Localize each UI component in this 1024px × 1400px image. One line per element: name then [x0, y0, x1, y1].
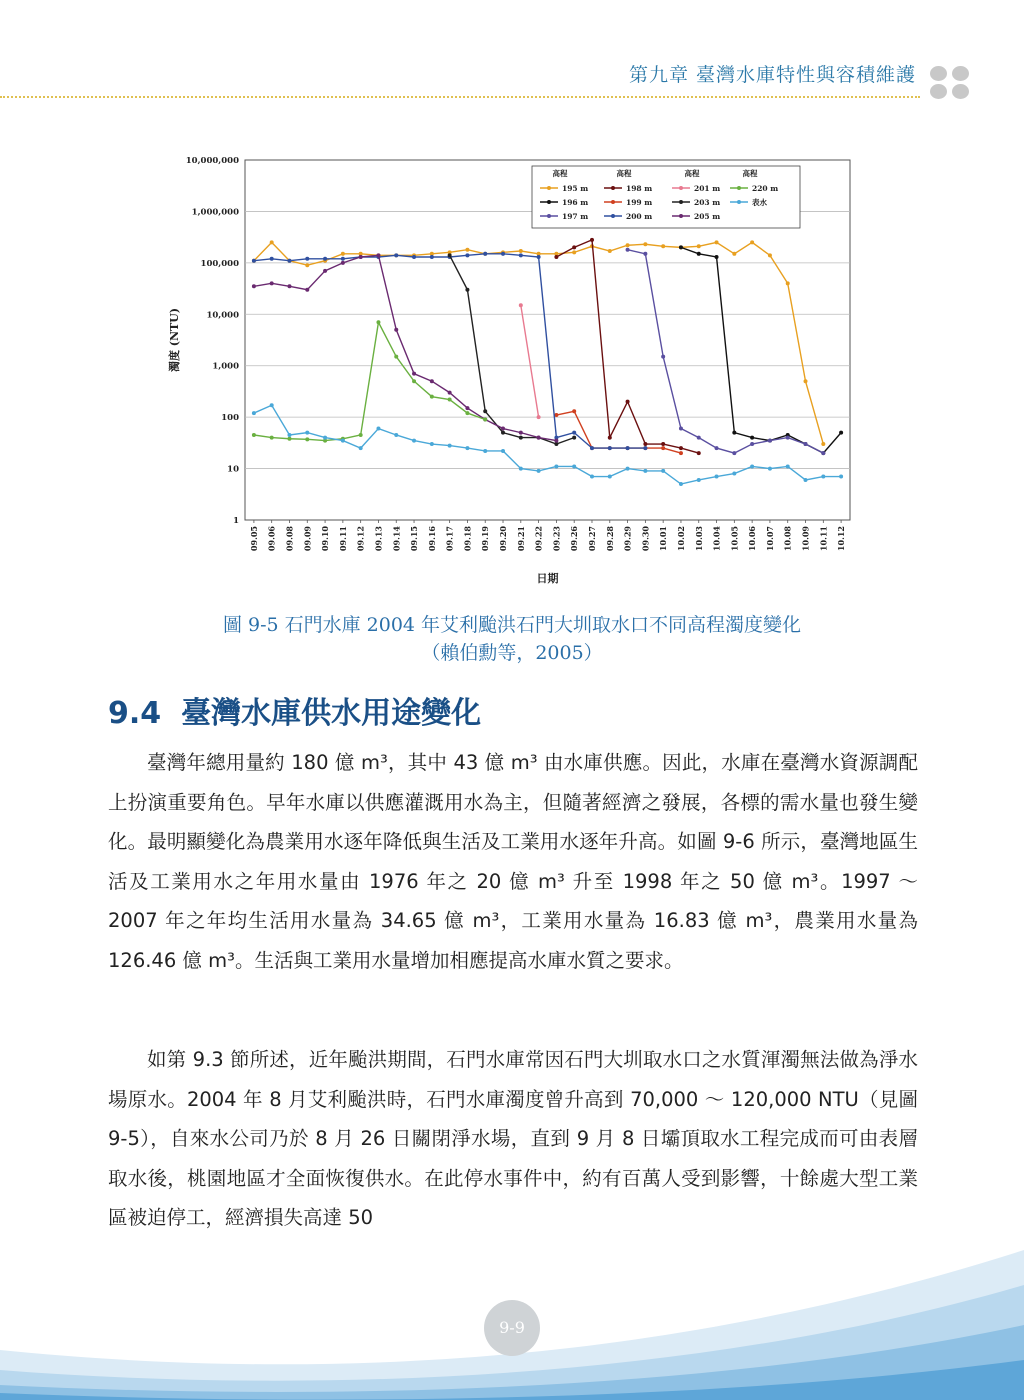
data-point: [572, 409, 576, 413]
data-point: [554, 255, 558, 259]
legend-marker: [547, 200, 551, 204]
data-point: [394, 253, 398, 257]
data-point: [786, 281, 790, 285]
data-point: [786, 464, 790, 468]
data-point: [412, 255, 416, 259]
data-point: [323, 269, 327, 273]
legend-entry: 197 m: [562, 212, 589, 221]
data-point: [554, 439, 558, 443]
data-point: [732, 431, 736, 435]
data-point: [465, 288, 469, 292]
data-point: [661, 446, 665, 450]
data-point: [270, 403, 274, 407]
data-point: [323, 436, 327, 440]
data-point: [804, 478, 808, 482]
data-point: [821, 442, 825, 446]
data-point: [483, 252, 487, 256]
data-point: [732, 451, 736, 455]
x-tick-label: 10.04: [711, 526, 722, 552]
data-point: [750, 436, 754, 440]
y-tick-label: 1,000: [212, 361, 239, 372]
data-point: [697, 252, 701, 256]
data-point: [626, 248, 630, 252]
data-point: [519, 253, 523, 257]
x-tick-label: 09.20: [498, 526, 509, 552]
data-point: [643, 252, 647, 256]
header-divider: [0, 96, 920, 98]
legend-entry: 196 m: [562, 198, 589, 207]
legend-marker: [679, 200, 683, 204]
legend-marker: [679, 214, 683, 218]
data-point: [572, 250, 576, 254]
paragraph-1: [108, 743, 918, 980]
legend-heading: 高程: [742, 169, 758, 178]
data-point: [839, 431, 843, 435]
data-point: [287, 437, 291, 441]
data-point: [359, 446, 363, 450]
data-point: [715, 240, 719, 244]
paragraph-2: [108, 1040, 918, 1238]
data-point: [270, 281, 274, 285]
x-tick-label: 10.12: [836, 526, 847, 552]
data-point: [412, 439, 416, 443]
data-point: [679, 451, 683, 455]
legend-entry: 200 m: [626, 212, 653, 221]
data-point: [768, 253, 772, 257]
data-point: [394, 328, 398, 332]
data-point: [537, 415, 541, 419]
x-tick-label: 09.27: [586, 526, 597, 552]
paragraph-1-text: 臺灣年總用量約 180 億 m³，其中 43 億 m³ 由水庫供應。因此，水庫在臺灣水資源調配上扮演重要角色。早年水庫以供應灌溉用水為主，但隨著經濟之發展，各標的需水量也發生變化。最明顯變化為農業用水逐年降低與生活及工業用水逐年升高。如圖 9-6 所示，臺灣地區生活及工業用水之年用水量由 1976 年之 20 億 m³ 升至 1998 年之 50 億 m³。1997 ～ 2007 年之年均生活用水量為 34.65 億 m³，工業用水量為 16.83 億 m³，農業用水量為 126.46 億 m³。生活與工業用水量增加相應提高水庫水質之要求。: [108, 751, 918, 972]
data-point: [483, 409, 487, 413]
legend-marker: [611, 200, 615, 204]
data-point: [483, 417, 487, 421]
figure-caption: 圖 9-5 石門水庫 2004 年艾利颱洪石門大圳取水口不同高程濁度變化: [222, 614, 802, 636]
data-point: [270, 240, 274, 244]
turbidity-chart: [160, 150, 870, 595]
data-point: [305, 288, 309, 292]
data-point: [715, 446, 719, 450]
x-tick-label: 09.12: [355, 526, 366, 552]
data-point: [697, 478, 701, 482]
legend-entry: 表水: [752, 198, 767, 207]
data-point: [626, 243, 630, 247]
data-point: [643, 242, 647, 246]
y-tick-label: 10,000,000: [185, 156, 239, 166]
data-point: [270, 436, 274, 440]
data-point: [465, 411, 469, 415]
data-point: [483, 449, 487, 453]
x-tick-label: 09.15: [409, 526, 420, 552]
data-point: [608, 475, 612, 479]
legend-marker: [547, 186, 551, 190]
y-axis-label: 濁度 (NTU): [168, 307, 181, 373]
legend-heading: 高程: [552, 169, 568, 178]
data-point: [270, 257, 274, 261]
data-point: [519, 467, 523, 471]
data-point: [608, 446, 612, 450]
legend-entry: 201 m: [694, 184, 721, 193]
data-point: [732, 472, 736, 476]
data-point: [804, 379, 808, 383]
legend-entry: 220 m: [752, 184, 779, 193]
x-tick-label: 09.06: [266, 526, 277, 552]
x-tick-label: 09.26: [569, 526, 580, 552]
x-tick-label: 09.10: [320, 526, 331, 552]
data-point: [643, 469, 647, 473]
x-axis-label: 日期: [536, 572, 559, 585]
data-point: [412, 379, 416, 383]
data-point: [376, 320, 380, 324]
data-point: [359, 433, 363, 437]
legend-entry: 205 m: [694, 212, 721, 221]
legend-marker: [611, 186, 615, 190]
data-point: [554, 464, 558, 468]
data-point: [341, 252, 345, 256]
data-point: [554, 442, 558, 446]
x-tick-label: 10.09: [800, 526, 811, 552]
data-point: [252, 411, 256, 415]
data-point: [465, 253, 469, 257]
data-point: [323, 257, 327, 261]
data-point: [359, 255, 363, 259]
data-point: [661, 469, 665, 473]
legend-entry: 195 m: [562, 184, 589, 193]
x-tick-label: 10.03: [693, 526, 704, 552]
data-point: [679, 446, 683, 450]
data-point: [537, 469, 541, 473]
data-point: [679, 245, 683, 249]
data-point: [786, 436, 790, 440]
data-point: [252, 284, 256, 288]
data-point: [519, 249, 523, 253]
legend-marker: [611, 214, 615, 218]
legend-entry: 203 m: [694, 198, 721, 207]
data-point: [537, 436, 541, 440]
legend-heading: 高程: [684, 169, 700, 178]
data-point: [430, 379, 434, 383]
data-point: [537, 255, 541, 259]
data-point: [768, 467, 772, 471]
x-tick-label: 10.05: [729, 526, 740, 552]
data-point: [448, 444, 452, 448]
data-point: [572, 431, 576, 435]
y-tick-label: 10: [227, 464, 239, 475]
figure-caption-source: （賴伯勳等，2005）: [421, 642, 603, 664]
data-point: [305, 431, 309, 435]
data-point: [572, 245, 576, 249]
legend-entry: 198 m: [626, 184, 653, 193]
section-heading: [108, 688, 481, 732]
x-tick-label: 09.30: [640, 526, 651, 552]
x-tick-label: 09.08: [284, 526, 295, 552]
data-point: [821, 451, 825, 455]
y-tick-label: 1: [233, 516, 239, 526]
data-point: [608, 436, 612, 440]
data-point: [501, 252, 505, 256]
data-point: [572, 464, 576, 468]
x-tick-label: 10.07: [764, 526, 775, 552]
legend-entry: 199 m: [626, 198, 653, 207]
data-point: [448, 398, 452, 402]
x-tick-label: 10.06: [747, 526, 758, 552]
section-number: 9.4: [108, 696, 162, 731]
data-point: [252, 433, 256, 437]
x-tick-label: 10.01: [658, 526, 669, 552]
data-point: [643, 446, 647, 450]
data-point: [715, 255, 719, 259]
data-point: [465, 446, 469, 450]
x-tick-label: 09.17: [444, 526, 455, 552]
data-point: [394, 355, 398, 359]
data-point: [287, 259, 291, 263]
legend-marker: [547, 214, 551, 218]
data-point: [590, 446, 594, 450]
x-tick-label: 09.09: [302, 526, 313, 552]
data-point: [341, 261, 345, 265]
data-point: [287, 284, 291, 288]
data-point: [501, 431, 505, 435]
data-point: [252, 259, 256, 263]
y-tick-label: 100,000: [200, 258, 239, 269]
data-point: [519, 431, 523, 435]
x-tick-label: 09.21: [515, 526, 526, 552]
x-tick-label: 09.23: [551, 526, 562, 552]
x-tick-label: 09.05: [248, 526, 259, 552]
data-point: [376, 427, 380, 431]
data-point: [501, 427, 505, 431]
x-tick-label: 09.14: [391, 526, 402, 552]
legend-heading: 高程: [616, 169, 632, 178]
header-dots-icon: [930, 62, 974, 106]
data-point: [448, 391, 452, 395]
legend-marker: [737, 186, 741, 190]
data-point: [679, 427, 683, 431]
data-point: [768, 439, 772, 443]
data-point: [750, 464, 754, 468]
data-point: [430, 395, 434, 399]
data-point: [430, 442, 434, 446]
data-point: [643, 442, 647, 446]
chapter-title: 第九章 臺灣水庫特性與容積維護: [628, 64, 916, 86]
section-title-text: 臺灣水庫供水用途變化: [181, 696, 482, 731]
data-point: [839, 475, 843, 479]
x-tick-label: 09.28: [604, 526, 615, 552]
data-point: [501, 449, 505, 453]
x-tick-label: 09.13: [373, 526, 384, 552]
data-point: [305, 437, 309, 441]
data-point: [448, 253, 452, 257]
legend-marker: [737, 200, 741, 204]
data-point: [341, 439, 345, 443]
page-header: [0, 0, 1024, 110]
y-tick-label: 1,000,000: [191, 207, 239, 218]
data-point: [590, 238, 594, 242]
data-point: [430, 255, 434, 259]
data-point: [821, 475, 825, 479]
page-number: 9-9: [484, 1300, 540, 1356]
x-tick-label: 10.11: [818, 526, 829, 552]
x-tick-label: 09.11: [337, 526, 348, 552]
data-point: [732, 252, 736, 256]
data-point: [750, 442, 754, 446]
data-point: [590, 475, 594, 479]
data-point: [465, 248, 469, 252]
data-point: [412, 372, 416, 376]
data-point: [804, 442, 808, 446]
paragraph-2-text: 如第 9.3 節所述，近年颱洪期間，石門水庫常因石門大圳取水口之水質渾濁無法做為淨水場原水。2004 年 8 月艾利颱洪時，石門水庫濁度曾升高到 70,000 ～ 120,000 NTU（見圖 9-5），自來水公司乃於 8 月 26 日關閉淨水場，直到 9 月 8 日壩頂取水工程完成而可由表層取水後，桃園地區才全面恢復供水。在此停水事件中，約有百萬人受到影響，十餘處大型工業區被迫停工，經濟損失高達 50: [108, 1048, 918, 1229]
y-tick-label: 100: [221, 413, 239, 424]
data-point: [305, 257, 309, 261]
x-tick-label: 09.19: [480, 526, 491, 552]
data-point: [661, 244, 665, 248]
data-point: [626, 446, 630, 450]
data-point: [661, 355, 665, 359]
data-point: [626, 467, 630, 471]
data-point: [697, 451, 701, 455]
x-tick-label: 10.08: [782, 526, 793, 552]
data-point: [519, 436, 523, 440]
data-point: [572, 436, 576, 440]
data-point: [376, 253, 380, 257]
data-point: [287, 433, 291, 437]
y-tick-label: 10,000: [206, 310, 239, 321]
x-tick-label: 09.16: [426, 526, 437, 552]
data-point: [519, 303, 523, 307]
x-tick-label: 09.29: [622, 526, 633, 552]
legend-marker: [679, 186, 683, 190]
data-point: [608, 249, 612, 253]
data-point: [305, 263, 309, 267]
data-point: [341, 257, 345, 261]
data-point: [679, 482, 683, 486]
data-point: [465, 406, 469, 410]
x-tick-label: 09.18: [462, 526, 473, 552]
data-point: [626, 400, 630, 404]
x-tick-label: 10.02: [675, 526, 686, 552]
x-tick-label: 09.22: [533, 526, 544, 552]
data-point: [394, 433, 398, 437]
data-point: [715, 475, 719, 479]
data-point: [661, 442, 665, 446]
data-point: [750, 240, 754, 244]
data-point: [697, 436, 701, 440]
data-point: [697, 244, 701, 248]
